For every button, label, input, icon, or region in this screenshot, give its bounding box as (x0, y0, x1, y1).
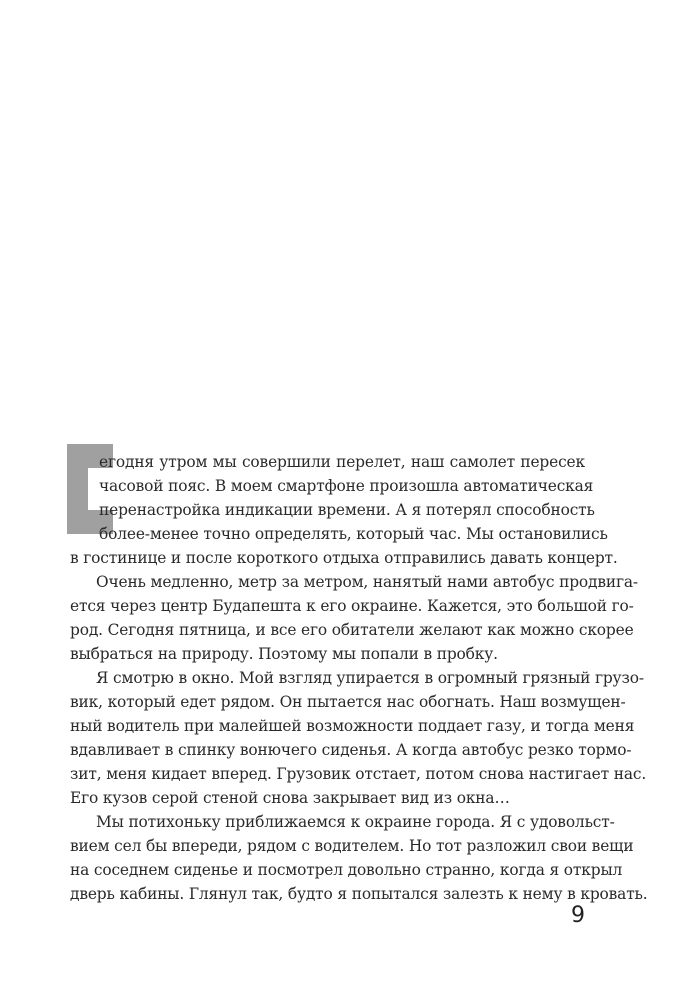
text-line: егодня утром мы совершили перелет, наш самолет пересек (99, 453, 585, 471)
text-line: Очень медленно, метр за метром, нанятый нами автобус продвига- (96, 573, 638, 591)
text-line: вдавливает в спинку вонючего сиденья. А когда автобус резко тормо- (70, 741, 632, 759)
text-line: Я смотрю в окно. Мой взгляд упирается в огромный грязный грузо- (96, 669, 644, 687)
text-line: Его кузов серой стеной снова закрывает вид из окна… (70, 789, 510, 807)
text-line: вием сел бы впереди, рядом с водителем. Но тот разложил свои вещи (70, 837, 634, 855)
page-number: 9 (571, 903, 585, 928)
text-line: на соседнем сиденье и посмотрел довольно странно, когда я открыл (70, 861, 623, 879)
text-line: в гостинице и после короткого отдыха отправились давать концерт. (70, 549, 618, 567)
text-line: зит, меня кидает вперед. Грузовик отстает, потом снова настигает нас. (70, 765, 647, 783)
text-line: род. Сегодня пятница, и все его обитатели желают как можно скорее (70, 621, 634, 639)
text-line: выбраться на природу. Поэтому мы попали в пробку. (70, 645, 498, 663)
text-line: перенастройка индикации времени. А я потерял способность (99, 501, 595, 519)
text-line: ется через центр Будапешта к его окраине. Кажется, это большой го- (70, 597, 634, 615)
text-line: более-менее точно определять, который час. Мы остановились (99, 525, 608, 543)
text-line: часовой пояс. В моем смартфоне произошла автоматическая (99, 477, 594, 495)
text-line: Мы потихоньку приближаемся к окраине города. Я с удовольст- (96, 813, 615, 831)
text-line: дверь кабины. Глянул так, будто я попытался залезть к нему в кровать. (70, 885, 648, 903)
text-line: вик, который едет рядом. Он пытается нас обогнать. Наш возмущен- (70, 693, 626, 711)
text-line: ный водитель при малейшей возможности поддает газу, и тогда меня (70, 717, 635, 735)
